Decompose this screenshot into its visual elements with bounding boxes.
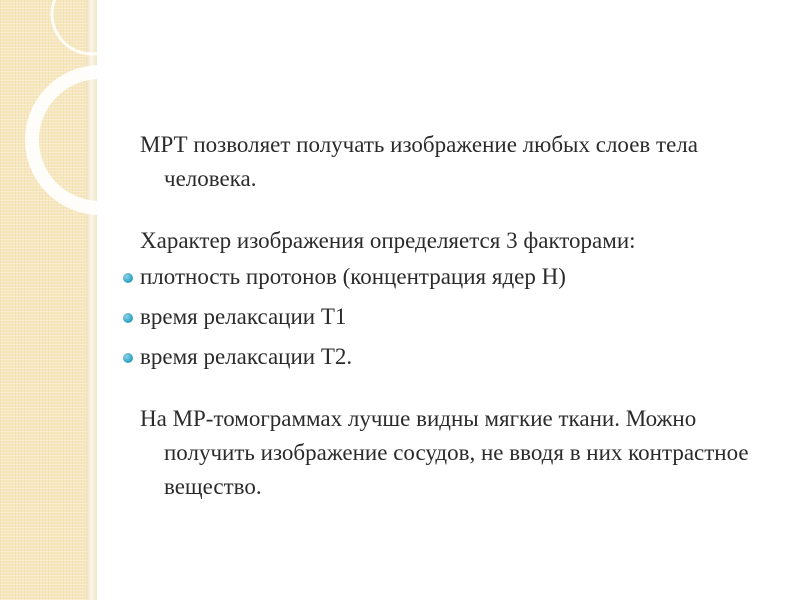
- list-item: [140, 340, 780, 374]
- list-item-text: плотность протонов (концентрация ядер Н): [140, 264, 566, 289]
- list-item-text: время релаксации Т2.: [140, 344, 353, 369]
- slide-body: [140, 128, 780, 504]
- list-item: [140, 300, 780, 334]
- paragraph-factors-heading: Характер изображения определяется 3 факторами:: [140, 228, 636, 253]
- paragraph-intro: МРТ позволяет получать изображение любых слоев тела человека.: [140, 132, 698, 191]
- list-item-text: время релаксации Т1: [140, 304, 347, 329]
- factors-list: [140, 260, 780, 374]
- list-item: [140, 260, 780, 294]
- bullet-dot-icon: [123, 313, 133, 323]
- paragraph-soft-tissue: На МР-томограммах лучше видны мягкие ткани. Можно получить изображение сосудов, не вводя в них контрастное вещество.: [140, 406, 749, 499]
- decor-ring-small: [52, 0, 132, 54]
- bullet-dot-icon: [123, 353, 133, 363]
- bullet-dot-icon: [123, 273, 133, 283]
